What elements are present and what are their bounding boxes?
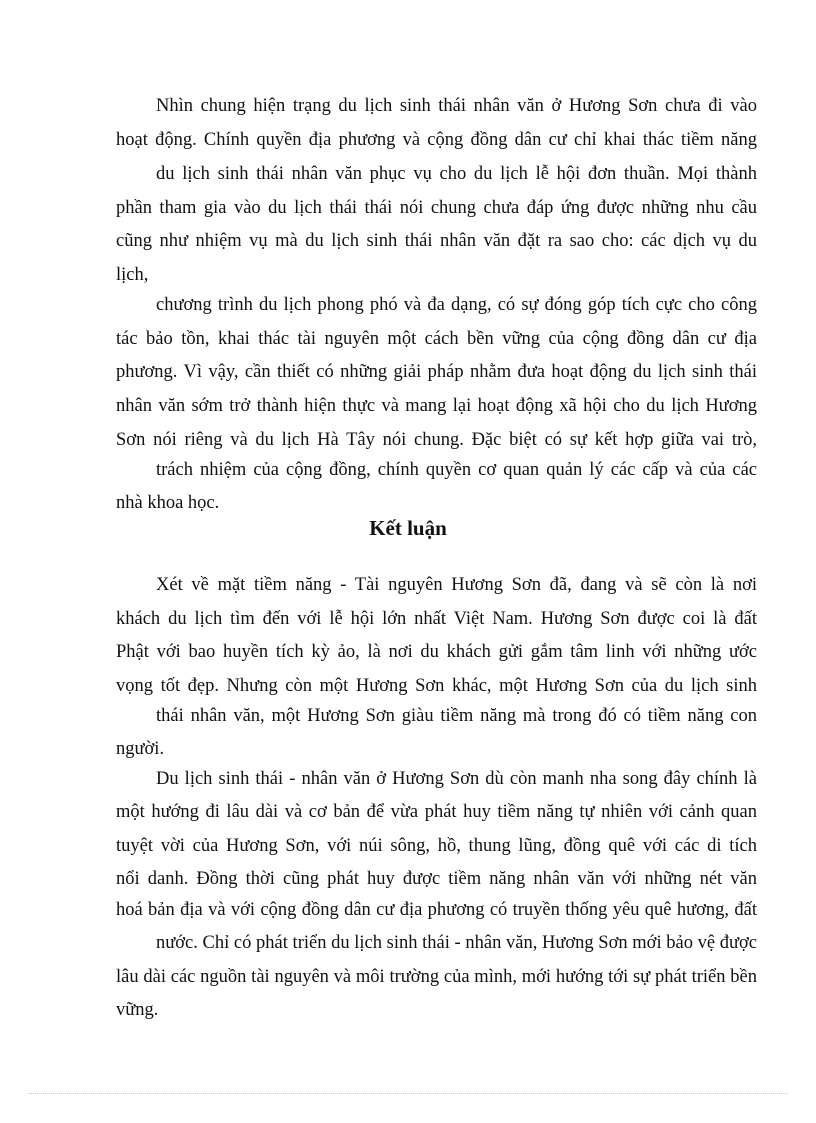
text-line: phần tham gia vào du lịch thái thái nói chung chưa đáp ứng được những nhu cầu <box>116 198 757 218</box>
text-line: nổi danh. Đồng thời cũng phát huy được tiềm năng nhân văn với những nét văn <box>116 869 757 889</box>
text-line: lâu dài các nguồn tài nguyên và môi trường của mình, mới hướng tới sự phát triển bền <box>116 967 757 987</box>
section-heading: Kết luận <box>369 516 447 540</box>
text-line: Nhìn chung hiện trạng du lịch sinh thái nhân văn ở Hương Sơn chưa đi vào <box>156 96 757 116</box>
text-line: khách du lịch tìm đến với lễ hội lớn nhất Việt Nam. Hương Sơn được coi là đất <box>116 609 757 629</box>
text-line: vọng tốt đẹp. Nhưng còn một Hương Sơn khác, một Hương Sơn của du lịch sinh <box>116 676 757 696</box>
text-line: phương. Vì vậy, cần thiết có những giải pháp nhằm đưa hoạt động du lịch sinh thái <box>116 362 757 382</box>
text-line: lịch, <box>116 265 149 285</box>
text-line: cũng như nhiệm vụ mà du lịch sinh thái nhân văn đặt ra sao cho: các dịch vụ du <box>116 231 757 251</box>
text-line: trách nhiệm của cộng đồng, chính quyền cơ quan quản lý các cấp và của các <box>156 460 757 480</box>
text-line: nhân văn sớm trở thành hiện thực và mang lại hoạt động xã hội cho du lịch Hương <box>116 396 757 416</box>
text-line: Du lịch sinh thái - nhân văn ở Hương Sơn dù còn manh nha song đây chính là <box>156 769 757 789</box>
footer-divider <box>28 1093 788 1094</box>
text-line: nhà khoa học. <box>116 493 220 513</box>
text-line: chương trình du lịch phong phó và đa dạng, có sự đóng góp tích cực cho công <box>156 295 757 315</box>
text-line: du lịch sinh thái nhân văn phục vụ cho du lịch lễ hội đơn thuần. Mọi thành <box>156 164 757 184</box>
text-line: hoạt động. Chính quyền địa phương và cộng đồng dân cư chỉ khai thác tiềm năng <box>116 130 757 150</box>
text-line: nước. Chỉ có phát triển du lịch sinh thái - nhân văn, Hương Sơn mới bảo vệ được <box>156 933 757 953</box>
text-line: một hướng đi lâu dài và cơ bản để vừa phát huy tiềm năng tự nhiên với cảnh quan <box>116 802 757 822</box>
text-line: thái nhân văn, một Hương Sơn giàu tiềm năng mà trong đó có tiềm năng con <box>156 706 757 726</box>
text-line: tuyệt vời của Hương Sơn, với núi sông, hồ, thung lũng, đồng quê với các di tích <box>116 836 757 856</box>
text-line: hoá bản địa và với cộng đồng dân cư địa phương có truyền thống yêu quê hương, đất <box>116 900 757 920</box>
text-line: tác bảo tồn, khai thác tài nguyên một cách bền vững của cộng đồng dân cư địa <box>116 329 757 349</box>
text-line: Phật với bao huyền tích kỳ ảo, là nơi du khách gửi gắm tâm linh với những ước <box>116 642 757 662</box>
text-line: người. <box>116 739 165 759</box>
text-line: Sơn nói riêng và du lịch Hà Tây nói chung. Đặc biệt có sự kết hợp giữa vai trò, <box>116 430 757 450</box>
text-line: vững. <box>116 1000 159 1020</box>
text-line: Xét về mặt tiềm năng - Tài nguyên Hương Sơn đã, đang và sẽ còn là nơi <box>156 575 757 595</box>
